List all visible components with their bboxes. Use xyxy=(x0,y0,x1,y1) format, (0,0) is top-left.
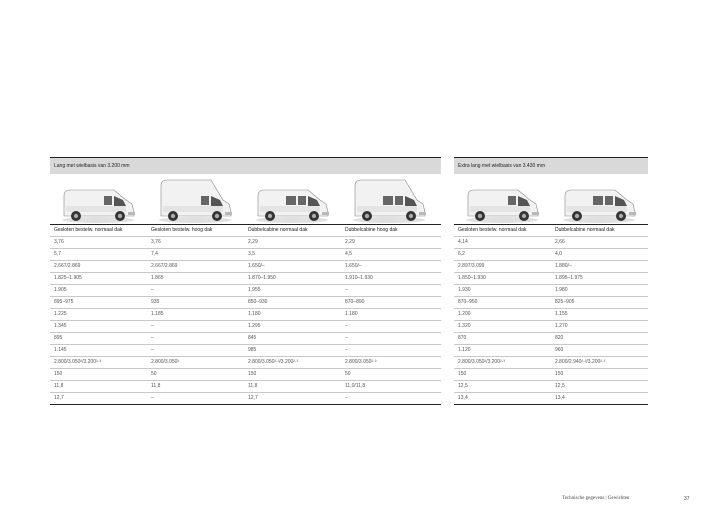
table-cell: 3,5 xyxy=(248,251,255,257)
table-row xyxy=(454,332,648,344)
table-cell: 11,8 xyxy=(54,383,64,389)
table-row xyxy=(50,332,441,344)
table-cell: 1.295 xyxy=(248,323,261,329)
table-cell: 960 xyxy=(555,347,564,353)
table-cell: 13,4 xyxy=(555,395,565,401)
table-row xyxy=(454,380,648,392)
table-cell: 1.650/– xyxy=(248,263,265,269)
vehicle-images xyxy=(50,176,438,226)
table-cell: 2.667/2.869 xyxy=(151,263,178,269)
table-cell: 150 xyxy=(54,371,63,377)
table-cell: 1.910–1.930 xyxy=(345,275,373,281)
table-cell: 1.895–1.975 xyxy=(555,275,583,281)
table-cell: 150 xyxy=(248,371,257,377)
table-cell: 12,7 xyxy=(54,395,64,401)
table-cell: 5,7 xyxy=(54,251,61,257)
van-double-cab-normal-roof-icon xyxy=(551,176,648,226)
group-extra-long-wheelbase xyxy=(454,157,648,401)
table-cell: 820 xyxy=(555,335,564,341)
table-cell: 2.800/3.050²·³/3.200²·³ xyxy=(248,359,299,365)
table-row xyxy=(50,320,441,332)
table-row xyxy=(50,344,441,356)
table-row xyxy=(50,296,441,308)
vehicle-images xyxy=(454,176,648,226)
table-cell: 1.650/– xyxy=(345,263,362,269)
table-cell: 1.850–1.930 xyxy=(458,275,486,281)
table-cell: 1.225 xyxy=(54,311,67,317)
table-cell: 1.180 xyxy=(248,311,261,317)
column-header: Dubbelcabine normaal dak xyxy=(555,227,615,233)
table-row xyxy=(454,272,648,284)
table-row xyxy=(454,284,648,296)
table-cell: 1.180 xyxy=(345,311,358,317)
table-cell: 1.185 xyxy=(151,311,164,317)
table-header-row xyxy=(454,224,648,236)
table-cell: 825–905 xyxy=(555,299,575,305)
table-cell: 2.800/3.050²/3.200²·³ xyxy=(54,359,101,365)
table-cell: – xyxy=(345,335,348,341)
table-cell: – xyxy=(151,347,154,353)
table-cell: 850–930 xyxy=(248,299,268,305)
table-cell: 2.800/3.050²·³ xyxy=(345,359,377,365)
table-cell: 7,4 xyxy=(151,251,158,257)
column-header: Dubbelcabine normaal dak xyxy=(248,227,308,233)
table-cell: 1.880/– xyxy=(555,263,572,269)
van-double-cab-high-roof-icon xyxy=(341,176,438,226)
table-row xyxy=(50,368,441,380)
table-row xyxy=(50,260,441,272)
table-cell: 12,5 xyxy=(458,383,468,389)
table-cell: – xyxy=(151,323,154,329)
table-cell: 12,5 xyxy=(555,383,565,389)
table-cell: 3,76 xyxy=(151,239,161,245)
table-cell: 6,2 xyxy=(458,251,465,257)
table-row xyxy=(50,272,441,284)
table-cell: 1.320 xyxy=(458,323,471,329)
table-cell: 1.930 xyxy=(458,287,471,293)
table-cell: 1.145 xyxy=(54,347,67,353)
table-cell: 1.980 xyxy=(555,287,568,293)
table-cell: 1.955 xyxy=(248,287,261,293)
table-row xyxy=(50,380,441,392)
column-header: Gesloten bestelw. normaal dak xyxy=(54,227,123,233)
table-cell: – xyxy=(345,395,348,401)
column-header: Gesloten bestelw. normaal dak xyxy=(458,227,527,233)
table-row xyxy=(50,236,441,248)
table-cell: 1.200 xyxy=(458,311,471,317)
table-cell: 1.905 xyxy=(54,287,67,293)
table-cell: 4,14 xyxy=(458,239,468,245)
column-header: Gesloten bestelw. hoog dak xyxy=(151,227,213,233)
table-header-row xyxy=(50,224,441,236)
table-cell: – xyxy=(151,335,154,341)
table-cell: 150 xyxy=(458,371,467,377)
table-cell: 1.270 xyxy=(555,323,568,329)
column-header: Dubbelcabine hoog dak xyxy=(345,227,398,233)
table-row xyxy=(454,392,648,405)
van-closed-high-roof-icon xyxy=(147,176,244,226)
van-closed-normal-roof-icon xyxy=(50,176,147,226)
group-long-wheelbase xyxy=(50,157,441,401)
table-row xyxy=(454,368,648,380)
table-cell: 1.120 xyxy=(458,347,471,353)
table-cell: 13,4 xyxy=(458,395,468,401)
table-row xyxy=(454,236,648,248)
table-row xyxy=(454,308,648,320)
table-cell: 2.800/3.050² xyxy=(151,359,180,365)
table-row xyxy=(454,356,648,368)
table-cell: 11,8 xyxy=(248,383,258,389)
table-cell: 935 xyxy=(151,299,160,305)
table-cell: 2,66 xyxy=(555,239,565,245)
table-row xyxy=(454,260,648,272)
table-cell: – xyxy=(151,395,154,401)
table-cell: 895 xyxy=(54,335,63,341)
table-cell: – xyxy=(345,347,348,353)
table-cell: – xyxy=(151,287,154,293)
table-cell: 1.155 xyxy=(555,311,568,317)
group-title: Lang met wielbasis van 3.200 mm xyxy=(50,158,441,174)
table-cell: 11,0/11,8 xyxy=(345,383,366,389)
table-cell: 1.825–1.905 xyxy=(54,275,82,281)
table-cell: 150 xyxy=(555,371,564,377)
table-cell: 845 xyxy=(248,335,257,341)
table-cell: 50 xyxy=(151,371,157,377)
table-cell: 2.800/3.050²/3.200²·³ xyxy=(458,359,505,365)
table-row xyxy=(454,296,648,308)
table-cell: 1.865 xyxy=(151,275,164,281)
table-cell: 50 xyxy=(345,371,351,377)
table-cell: 2.800/2.940²·³/3.200²·³ xyxy=(555,359,606,365)
table-row xyxy=(50,284,441,296)
table-cell: 870–950 xyxy=(458,299,478,305)
table-cell: 870 xyxy=(458,335,467,341)
table-cell: 2.897/3.099 xyxy=(458,263,485,269)
table-cell: 2.667/2.869 xyxy=(54,263,81,269)
table-cell: 4,5 xyxy=(345,251,352,257)
footer-section-title: Technische gegevens | Gewichten xyxy=(562,496,630,501)
table-cell: 985 xyxy=(248,347,257,353)
table-row xyxy=(50,308,441,320)
table-cell: 11,8 xyxy=(151,383,161,389)
table-cell: 2,29 xyxy=(345,239,355,245)
spec-table xyxy=(50,224,441,405)
table-cell: 4,0 xyxy=(555,251,562,257)
van-double-cab-normal-roof-icon xyxy=(244,176,341,226)
group-title: Extra lang met wielbasis van 3.430 mm xyxy=(454,158,648,174)
table-row xyxy=(50,356,441,368)
table-row xyxy=(454,344,648,356)
table-cell: 2,29 xyxy=(248,239,258,245)
table-cell: 870–890 xyxy=(345,299,365,305)
table-cell: – xyxy=(345,323,348,329)
table-row xyxy=(454,248,648,260)
spec-table xyxy=(454,224,648,405)
table-cell: – xyxy=(345,287,348,293)
table-row xyxy=(50,248,441,260)
table-row xyxy=(454,320,648,332)
page-number: 37 xyxy=(684,496,690,502)
van-closed-normal-roof-icon xyxy=(454,176,551,226)
table-cell: 895–975 xyxy=(54,299,74,305)
table-cell: 1.870–1.950 xyxy=(248,275,276,281)
table-cell: 3,76 xyxy=(54,239,64,245)
table-row xyxy=(50,392,441,405)
table-cell: 1.345 xyxy=(54,323,67,329)
table-cell: 12,7 xyxy=(248,395,258,401)
